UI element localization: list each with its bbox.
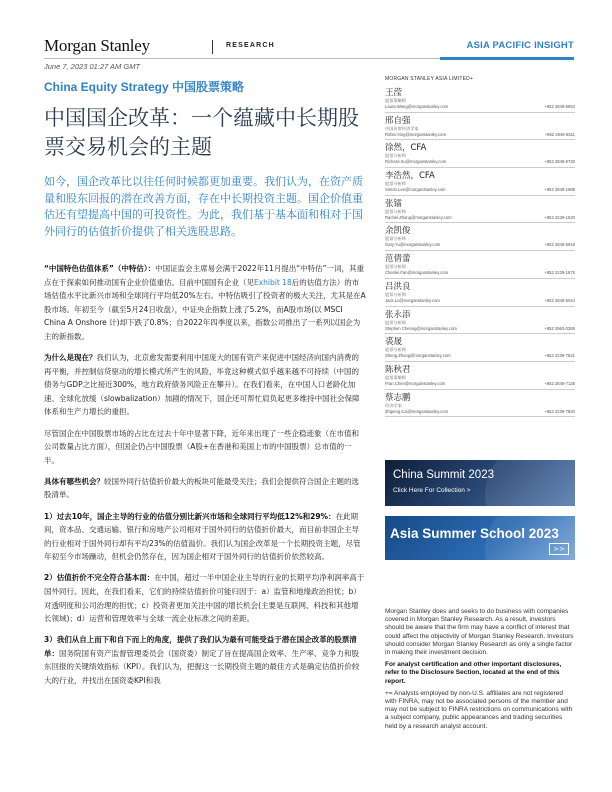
paragraph-point-3 xyxy=(44,633,366,687)
analyst-phone: +852 2848-7135 xyxy=(544,380,575,386)
paragraph-text: 后的估值方法）的市场估值水平比新兴市场和全球同行平均低20%左右。中特估吸引了投资者的极大关注，尤其是在A股市场。年初至今（截至5月24日收盘），中证央企指数上涨了5.2%，而A股市场(以 MSCI China A Onshore 计)却下跌了0.8%；自2022年四季度以来，指数公司推出了一系列以国企为主的新指数。 xyxy=(44,277,366,341)
analyst-email-link[interactable]: Jack.Lu@morganstanley.com xyxy=(385,297,440,303)
analyst-entry xyxy=(385,113,575,141)
analyst-entry xyxy=(385,279,575,307)
analyst-phone: +852 2848-6918 xyxy=(544,242,575,248)
analyst-name: 吕洪良 xyxy=(385,281,411,292)
paragraph-market-share xyxy=(44,427,366,468)
paragraph-lead: 3）我们从自上而下和自下而上的角度，提供了我们认为最有可能受益于潜在国企改革的股票清单： xyxy=(44,635,357,658)
analyst-phone: +852 2239-7820 xyxy=(544,408,575,414)
analyst-title: 股票分析师 xyxy=(385,264,406,270)
analyst-title: 中国首席经济学家 xyxy=(385,125,419,131)
publish-date: June 7, 2023 01:27 AM GMT xyxy=(44,62,141,71)
paragraph-text: 较国外同行估值折价最大的板块可能最受关注；我们会提供符合国企主题的选股清单。 xyxy=(44,476,359,500)
analyst-email-link[interactable]: Simon.Lee@morganstanley.com xyxy=(385,187,446,193)
analyst-phone: +852 2848-6720 xyxy=(544,159,575,165)
analyst-entry xyxy=(385,307,575,335)
analyst-email-link[interactable]: Robin.Xing@morganstanley.com xyxy=(385,131,446,137)
analyst-title: 股票分析师 xyxy=(385,319,406,325)
paragraph-csv xyxy=(44,262,366,344)
disclosure-certification: For analyst certification and other important disclosures, refer to the Disclosure Section, located at the end of this report. xyxy=(385,661,562,685)
analyst-name: 蔡志鹏 xyxy=(385,392,411,403)
banner-collection-link[interactable]: Click Here For Collection > xyxy=(393,487,471,494)
paragraph-lead: 1）过去10年，国企主导的行业的估值分别比新兴市场和全球同行平均低12%和29%： xyxy=(44,511,336,521)
analyst-phone: +852 3963-0385 xyxy=(544,325,575,331)
analyst-title: 股票分析师 xyxy=(385,291,406,297)
morgan-stanley-logo: Morgan Stanley xyxy=(44,36,150,55)
analyst-email-link[interactable]: Gary.Yu@morganstanley.com xyxy=(385,242,441,248)
paragraph-text: 国务院国有资产监督管理委员会（国资委）制定了旨在提高国企效率、生产率、竞争力和股东回报的关键绩效指标（KPI）。我们认为，把握这一长期投资主题的最佳方式是确定估值折价较大的行业，并找出在国资委KPI和我 xyxy=(44,648,360,686)
paragraph-text: 我们认为，北京愈发需要利用中国庞大的国有资产来促进中国经济向国内消费的再平衡，并控制信贷驱动的增长模式所产生的风险，毕竟这种模式似乎越来越不可持续（中国的债务与GDP之比接近300%，地方政府债务风险正在攀升）。在我们看来，在中国人口老龄化加速、全球化放缓（slowbalization）加剧的情况下，国企还可帮忙肩负起更多维持中国社会保障体系和生产力增长的重担。 xyxy=(44,353,360,417)
paragraph-point-1 xyxy=(44,510,366,564)
header-accent-rule xyxy=(440,57,574,60)
analyst-entry xyxy=(385,362,575,390)
analyst-phone: +852 2239-7821 xyxy=(544,353,575,359)
disclosure-notice xyxy=(385,608,575,735)
analyst-title: 股票策略师 xyxy=(385,98,406,103)
disclosure-finra: += Analysts employed by non-U.S. affiliates are not registered with FINRA, may not be associated persons of the member and may not be subject to FINRA restrictions on communications with a subject company, public appearances and trading securities held by a research analyst account. xyxy=(385,689,573,730)
analyst-name: 徐然，CFA xyxy=(385,143,427,154)
analyst-name: 范倩蕾 xyxy=(385,254,411,265)
paragraph-point-2 xyxy=(44,571,366,625)
paragraph-text: 尽管国企在中国股票市场的占比在过去十年中显著下降，近年来出现了一些企稳迹象（在市值和公司数量占比方面），但国企仍占中国股票（A股+在香港和美国上市的中国股票）总市值的一半。 xyxy=(44,428,359,465)
sidebar-heading: MORGAN STANLEY ASIA LIMITED+ xyxy=(385,76,474,82)
analyst-name: 王滢 xyxy=(385,88,403,98)
paragraph-lead: “中国特色估值体系”（中特估）： xyxy=(44,264,156,273)
analyst-email-link[interactable]: Fran.Chen@morganstanley.com xyxy=(385,380,446,386)
report-header xyxy=(44,36,574,58)
analyst-sidebar xyxy=(385,76,575,417)
paragraph-opportunities xyxy=(44,475,366,502)
paragraph-lead: 为什么是现在？ xyxy=(44,353,97,363)
analyst-email-link[interactable]: Laura.Wang@morganstanley.com xyxy=(385,104,449,109)
analyst-entry xyxy=(385,196,575,224)
analyst-name: 余凯俊 xyxy=(385,226,411,237)
china-summit-banner[interactable] xyxy=(385,460,575,506)
analyst-entry xyxy=(385,334,575,362)
analyst-name: 张镭 xyxy=(385,198,403,209)
paragraph-text: 在此期间，资本品、交通运输、银行和房地产公司相对于国外同行的估值折价最大，而目前非国企主导的行业相对于国外同行却有平均23%的估值溢价。我们认为国企改革是一个长期投资主题，尽管年初至今市场躁动，但机会仍然存在，因为国企相对于国外同行的估值折价依然较高。 xyxy=(44,511,361,562)
analyst-email-link[interactable]: Rachel.Zhang@morganstanley.com xyxy=(385,214,452,220)
analyst-email-link[interactable]: Sheng.Zhong@morganstanley.com xyxy=(385,353,451,359)
chevron-right-icon[interactable]: >> xyxy=(549,543,569,555)
banner-title: Asia Summer School 2023 xyxy=(390,526,559,541)
paragraph-lead: 2）估值折价不完全符合基本面： xyxy=(44,573,155,583)
analyst-entry xyxy=(385,251,575,279)
analyst-title: 股票策略师 xyxy=(385,374,406,380)
analyst-name: 张永添 xyxy=(385,309,411,320)
banner-title: China Summit 2023 xyxy=(393,469,494,481)
analyst-entry xyxy=(385,168,575,196)
logo-divider xyxy=(212,40,213,54)
analyst-email-link[interactable]: Richard.Xu@morganstanley.com xyxy=(385,159,447,165)
paragraph-lead: 具体有哪些机会？ xyxy=(44,476,104,486)
analyst-name: 裘晟 xyxy=(385,337,403,348)
report-lede: 如今，国企改革比以往任何时候都更加重要。我们认为，在资产质量和股东回报的潜在改善方面，存在中长期投资主题。国企价值重估还有望提高中国的可投资性。为此，我们基于基本面和相对于国外同行的估值折价提供了相关选股思路。 xyxy=(44,175,363,238)
research-label: RESEARCH xyxy=(226,42,275,49)
report-title: 中国国企改革：一个蕴藏中长期股票交易机会的主题 xyxy=(44,106,359,159)
paragraph-text: 中国证监会主席易会满于2022年11月提出“中特估”一词，其重点在于探索如何推动国有企业价值重估。目前中国国有企业（见 xyxy=(44,264,365,287)
analyst-phone: +852 2848-1988 xyxy=(544,187,575,193)
analyst-title: 股票分析师 xyxy=(385,181,406,187)
analyst-title: 经济学家 xyxy=(385,402,402,408)
analyst-entry xyxy=(385,85,575,113)
analyst-phone: +852 2239-1875 xyxy=(544,270,575,276)
analyst-title: 股票分析师 xyxy=(385,236,406,242)
analyst-email-link[interactable]: Zhipeng.Cai@morganstanley.com xyxy=(385,408,449,414)
analyst-email-link[interactable]: Stephen Cheong@morganstanley.com xyxy=(385,325,457,331)
analyst-entry xyxy=(385,140,575,168)
analyst-title: 股票分析师 xyxy=(385,208,406,214)
analyst-title: 股票分析师 xyxy=(385,153,406,159)
asia-summer-school-banner[interactable] xyxy=(385,516,575,560)
analyst-phone: +852 2848-5044 xyxy=(544,297,575,303)
banner-decoration xyxy=(485,460,575,506)
analyst-phone: +852 2239-1520 xyxy=(544,214,575,220)
analyst-name: 陈秋君 xyxy=(385,364,411,375)
analyst-name: 李浩然，CFA xyxy=(385,171,435,182)
region-label: ASIA PACIFIC INSIGHT xyxy=(466,40,574,51)
strategy-name: China Equity Strategy 中国股票策略 xyxy=(44,80,245,94)
analyst-email-link[interactable]: Chenlei.Fan@morganstanley.com xyxy=(385,270,449,276)
analyst-entry xyxy=(385,390,575,418)
analyst-phone: +852 2848-6853 xyxy=(544,104,575,109)
analyst-name: 邢自强 xyxy=(385,115,411,126)
analyst-list xyxy=(385,85,575,417)
analyst-entry xyxy=(385,223,575,251)
paragraph-text: 在中国，超过一半中国企业主导的行业的长期平均净利润率高于国外同行。因此，在我们看来，它们的持续估值折价可能归因于：a）监管和地缘政治担忧；b）对透明度和公司治理的担忧；c）投资者更加关注中国的增长机会(主要是互联网、科技和其他增长领域)；d）运营和管理效率与全球一流企业标准之间的差距。 xyxy=(44,573,365,624)
exhibit-link[interactable]: Exhibit 18 xyxy=(254,277,292,287)
disclosure-paragraph: Morgan Stanley does and seeks to do business with companies covered in Morgan Stanley Research. As a result, investors should be aware that the firm may have a conflict of interest that could affect the objectivity of Morgan Stanley Research. Investors should consider Morgan Stanley Research as only a single factor in making their investment decision. xyxy=(385,608,574,657)
paragraph-why-now xyxy=(44,351,366,419)
analyst-title: 股票分析师 xyxy=(385,347,406,353)
report-body xyxy=(44,262,366,695)
analyst-phone: +852 2848-6511 xyxy=(544,131,575,137)
